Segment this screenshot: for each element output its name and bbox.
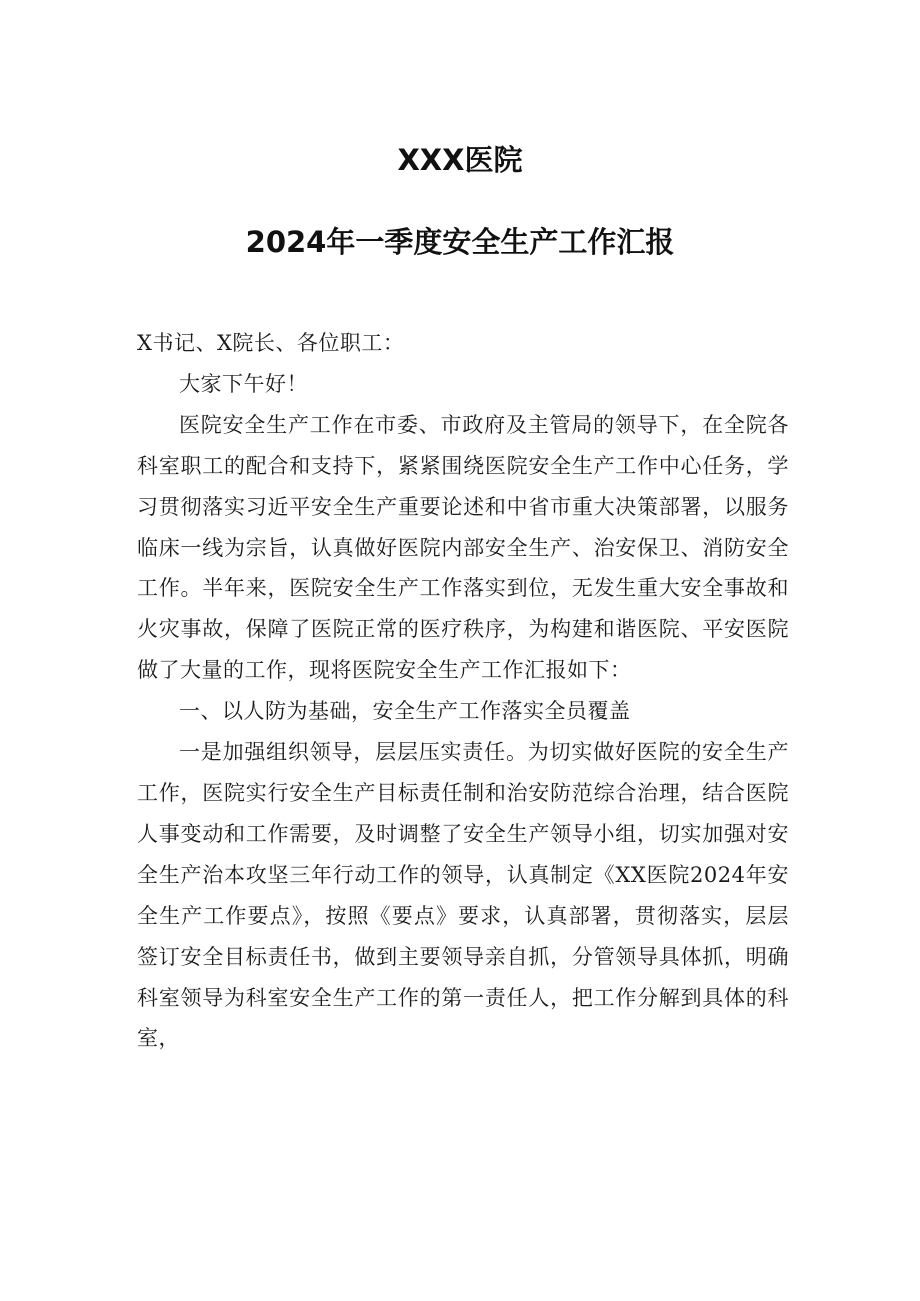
salutation: X书记、X院长、各位职工： [137,331,405,355]
document-title-hospital: XXX医院 [397,143,523,177]
document-body [137,323,789,1059]
section-heading: 一、以人防为基础，安全生产工作落实全员覆盖 [179,699,631,724]
paragraph-intro: 医院安全生产工作在市委、市政府及主管局的领导下，在全院各科室职工的配合和支持下，紧紧围绕医院安全生产工作中心任务，学习贯彻落实习近平安全生产重要论述和中省市重大决策部署，以服务临床一线为宗旨，认真做好医院内部安全生产、治安保卫、消防安全工作。半年来，医院安全生产工作落实到位，无发生重大安全事故和火灾事故，保障了医院正常的医疗秩序，为构建和谐医院、平安医院做了大量的工作，现将医院安全生产工作汇报如下： [137,412,789,683]
greeting: 大家下午好！ [179,371,308,396]
document-title-report: 2024年一季度安全生产工作汇报 [245,225,675,259]
paragraph-section1: 一是加强组织领导，层层压实责任。为切实做好医院的安全生产工作，医院实行安全生产目标责任制和治安防范综合治理，结合医院人事变动和工作需要，及时调整了安全生产领导小组，切实加强对安全生产治本攻坚三年行动工作的领导，认真制定《XX医院2024年安全生产工作要点》，按照《要点》要求，认真部署，贯彻落实，层层签订安全目标责任书，做到主要领导亲自抓，分管领导具体抓，明确科室领导为科室安全生产工作的第一责任人，把工作分解到具体的科室， [137,740,789,1051]
